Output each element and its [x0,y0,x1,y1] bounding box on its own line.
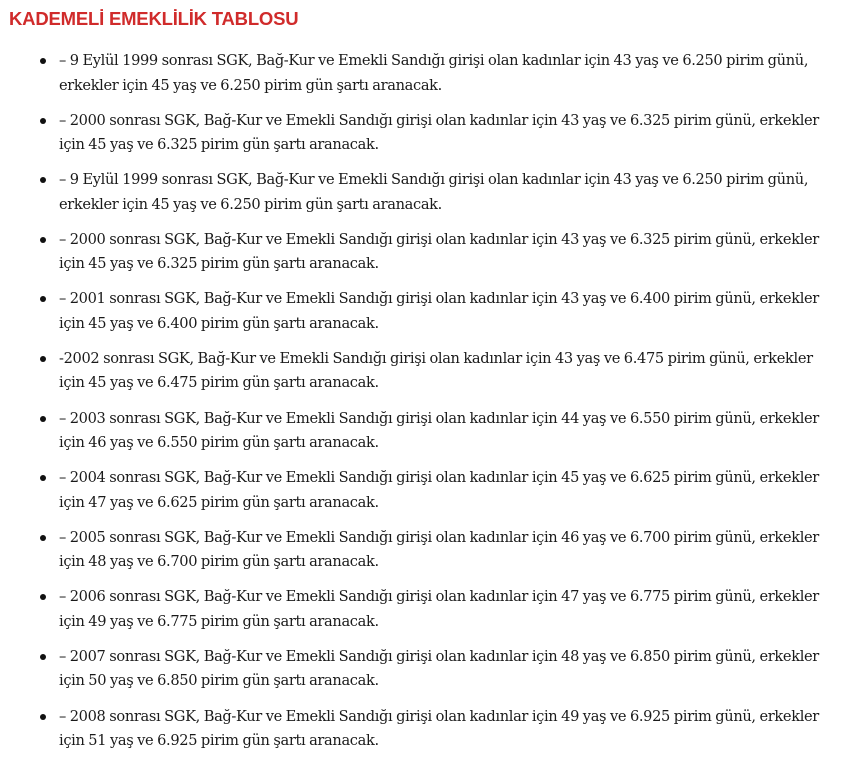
list-item [0,526,854,586]
list-item [0,228,854,288]
list-item [0,645,854,705]
bullet-icon [40,118,46,124]
bullet-icon [40,714,46,720]
list-item [0,287,854,347]
bullet-icon [40,237,46,243]
section-heading: KADEMELİ EMEKLİLİK TABLOSU [9,8,299,29]
list-item [0,347,854,407]
list-item-text: – 2000 sonrası SGK, Bağ-Kur ve Emekli Sandığı girişi olan kadınlar için 43 yaş ve 6.325 pirim günü, erkekler için 45 yaş ve 6.325 pirim gün şartı aranacak. [59,111,819,154]
bullet-icon [40,58,46,64]
list-item [0,109,854,169]
list-item-text: – 9 Eylül 1999 sonrası SGK, Bağ-Kur ve Emekli Sandığı girişi olan kadınlar için 43 yaş ve 6.250 pirim günü, erkekler için 45 yaş ve 6.250 pirim gün şartı aranacak. [59,171,809,213]
list-item-text: -2002 sonrası SGK, Bağ-Kur ve Emekli Sandığı girişi olan kadınlar için 43 yaş ve 6.475 pirim günü, erkekler için 45 yaş ve 6.475 pirim gün şartı aranacak. [59,349,813,392]
bullet-icon [40,475,46,481]
retirement-list [0,49,854,764]
list-item-text: – 2000 sonrası SGK, Bağ-Kur ve Emekli Sandığı girişi olan kadınlar için 43 yaş ve 6.325 pirim günü, erkekler için 45 yaş ve 6.325 pirim gün şartı aranacak. [59,230,819,273]
bullet-icon [40,654,46,660]
list-item-text: – 2004 sonrası SGK, Bağ-Kur ve Emekli Sandığı girişi olan kadınlar için 45 yaş ve 6.625 pirim günü, erkekler için 47 yaş ve 6.625 pirim gün şartı aranacak. [59,469,819,511]
list-item [0,466,854,526]
list-item-text: – 2007 sonrası SGK, Bağ-Kur ve Emekli Sandığı girişi olan kadınlar için 48 yaş ve 6.850 pirim günü, erkekler için 50 yaş ve 6.850 pirim gün şartı aranacak. [59,647,819,690]
list-item [0,585,854,645]
bullet-icon [40,594,46,600]
list-item [0,705,854,765]
list-item-text: – 2001 sonrası SGK, Bağ-Kur ve Emekli Sandığı girişi olan kadınlar için 43 yaş ve 6.400 pirim günü, erkekler için 45 yaş ve 6.400 pirim gün şartı aranacak. [59,290,819,332]
list-item-text: – 2006 sonrası SGK, Bağ-Kur ve Emekli Sandığı girişi olan kadınlar için 47 yaş ve 6.775 pirim günü, erkekler için 49 yaş ve 6.775 pirim gün şartı aranacak. [59,588,819,630]
bullet-icon [40,535,46,541]
list-item [0,407,854,467]
list-item [0,49,854,109]
list-item-text: – 2003 sonrası SGK, Bağ-Kur ve Emekli Sandığı girişi olan kadınlar için 44 yaş ve 6.550 pirim günü, erkekler için 46 yaş ve 6.550 pirim gün şartı aranacak. [59,409,819,452]
list-item-text: – 2008 sonrası SGK, Bağ-Kur ve Emekli Sandığı girişi olan kadınlar için 49 yaş ve 6.925 pirim günü, erkekler için 51 yaş ve 6.925 pirim gün şartı aranacak. [59,707,819,750]
bullet-icon [40,296,46,302]
list-item-text: – 2005 sonrası SGK, Bağ-Kur ve Emekli Sandığı girişi olan kadınlar için 46 yaş ve 6.700 pirim günü, erkekler için 48 yaş ve 6.700 pirim gün şartı aranacak. [59,528,819,571]
bullet-icon [40,177,46,183]
bullet-icon [40,416,46,422]
list-item-text: – 9 Eylül 1999 sonrası SGK, Bağ-Kur ve Emekli Sandığı girişi olan kadınlar için 43 yaş ve 6.250 pirim günü, erkekler için 45 yaş ve 6.250 pirim gün şartı aranacak. [59,52,809,94]
list-item [0,168,854,228]
bullet-icon [40,356,46,362]
